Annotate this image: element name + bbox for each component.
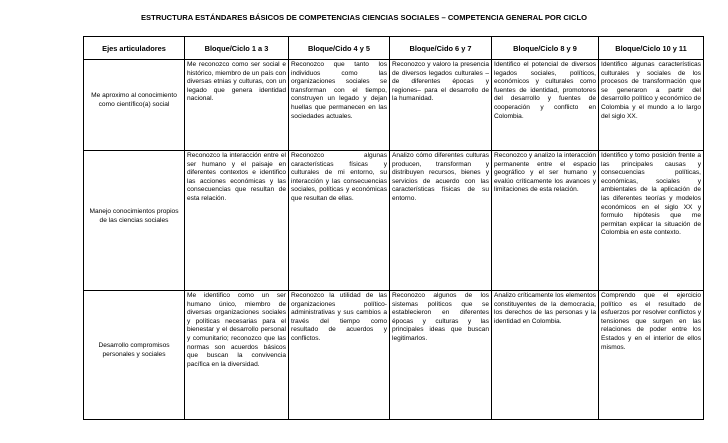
table-row — [84, 291, 704, 420]
header-ejes: Ejes articuladores — [84, 37, 185, 60]
axis-label: Manejo conocimientos propios de las ciencias sociales — [89, 207, 179, 224]
table-cell: Reconozco que tanto los individuos como las organizaciones sociales se transforman con el tiempo, construyen un legado y dejan huellas que permanecen en las sociedades actuales. — [289, 60, 390, 151]
table-cell: Reconozco y valoro la presencia de diversos legados culturales –de diferentes épocas y regiones– para el desarrollo de la humanidad. — [390, 60, 492, 151]
table-cell: Analizo críticamente los elementos constituyentes de la democracia, los derechos de las personas y la identidad en Colombia. — [492, 291, 599, 420]
table-cell: Identifico el potencial de diversos legados sociales, políticos, económicos y culturales como fuentes de identidad, promotores del desarrollo y fuentes de cooperación y conflicto en Colombia. — [492, 60, 599, 151]
table-cell: Identifico algunas características culturales y sociales de los procesos de transformación que se generaron a partir del desarrollo político y económico de Colombia y el mundo a lo largo del siglo XX. — [599, 60, 704, 151]
header-row — [84, 37, 704, 60]
axis-label: Desarrollo compromisos personales y sociales — [98, 342, 170, 358]
table-row — [84, 60, 704, 151]
header-ciclo-10-11: Bloque/Ciclo 10 y 11 — [599, 37, 704, 60]
table-cell: Me identifico como un ser humano único, miembro de diversas organizaciones sociales y políticas necesarias para el bienestar y el desarrollo personal y comunitario; reconozco que las normas son acuerdos básicos que buscan la convivencia pacífica en la diversidad. — [185, 291, 289, 420]
axis-label: Me aproximo al conocimiento como científico(a) social — [91, 92, 177, 108]
standards-table — [83, 36, 704, 420]
table-cell: Analizo cómo diferentes culturas producen, transforman y distribuyen recursos, bienes y servicios de acuerdo con las características físicas de su entorno. — [390, 151, 492, 291]
table-cell: Reconozco y analizo la interacción permanente entre el espacio geográfico y el ser humano y evalúo críticamente los avances y limitaciones de esta relación. — [492, 151, 599, 291]
header-ciclo-6-7: Bloque/Cido 6 y 7 — [390, 37, 492, 60]
table-cell: Reconozco algunos de los sistemas políticos que se establecieron en diferentes épocas y culturas y las principales ideas que buscan legitimarlos. — [390, 291, 492, 420]
axis-cell — [84, 291, 185, 420]
table-cell: Reconozco la utilidad de las organizaciones político-administrativas y sus cambios a través del tiempo como resultado de acuerdos y conflictos. — [289, 291, 390, 420]
table-cell: Reconozco algunas características físicas y culturales de mi entorno, su interacción y las consecuencias sociales, políticas y económicas que resultan de ellas. — [289, 151, 390, 291]
header-ciclo-8-9: Bloque/Ciclo 8 y 9 — [492, 37, 599, 60]
table-row — [84, 151, 704, 291]
table-cell: Me reconozco como ser social e histórico, miembro de un país con diversas etnias y culturas, con un legado que genera identidad nacional. — [185, 60, 289, 151]
header-ciclo-1-3: Bloque/Ciclo 1 a 3 — [185, 37, 289, 60]
table-cell: Identifico y tomo posición frente a las principales causas y consecuencias políticas, económicas, sociales y ambientales de la aplicación de las diferentes teorías y modelos económicos en el siglo XX y formulo hipótesis que me permitan explicar la situación de Colombia en este contexto. — [599, 151, 704, 291]
document-title: ESTRUCTURA ESTÁNDARES BÁSICOS DE COMPETENCIAS CIENCIAS SOCIALES – COMPETENCIA GENERAL POR CICLO — [140, 13, 588, 22]
header-ciclo-4-5: Bloque/Cido 4 y 5 — [289, 37, 390, 60]
axis-cell — [84, 60, 185, 151]
axis-cell — [84, 151, 185, 291]
table-cell: Comprendo que el ejercicio político es el resultado de esfuerzos por resolver conflictos y tensiones que surgen en las relaciones de poder entre los Estados y en el interior de ellos mismos. — [599, 291, 704, 420]
table-cell: Reconozco la interacción entre el ser humano y el paisaje en diferentes contextos e identifico las acciones económicas y las consecuencias que resultan de esta relación. — [185, 151, 289, 291]
